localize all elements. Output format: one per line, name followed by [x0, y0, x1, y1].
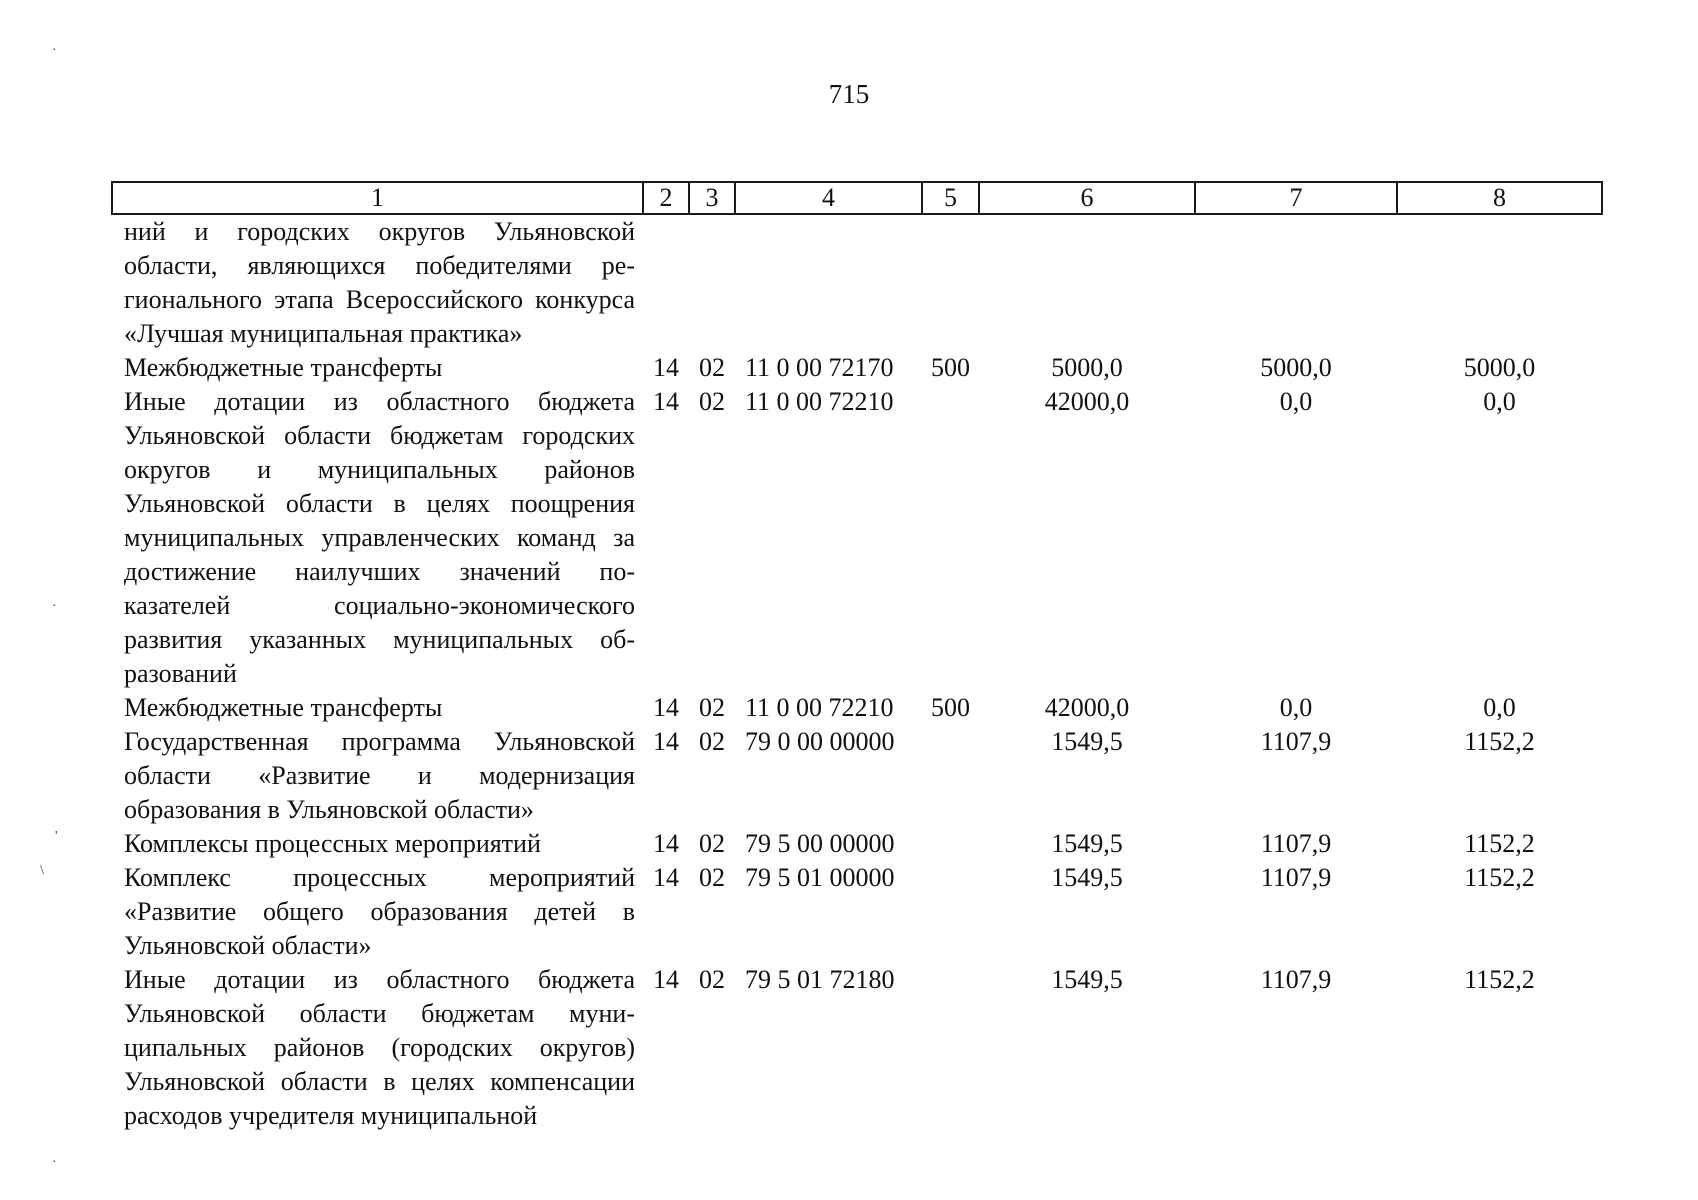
header-col-5: 5: [922, 182, 979, 214]
scan-speck: \: [40, 863, 44, 878]
row-name-cell: Иные дотации из областного бюджета Ульяновской области бюджетам городских округов и муниципальных районов Ульяновской области в целях поощрения муниципальных управленческих команд за достижение наилучших значений показателей социально-экономического развития указанных муниципальных образований: [124, 387, 635, 688]
row-col-5-cell: [922, 827, 979, 861]
row-col-8-cell: 5000,0: [1463, 353, 1536, 382]
row-col-7-cell: 5000,0: [1260, 353, 1332, 382]
row-col-4-cell: 11 0 00 72210: [745, 387, 894, 416]
row-col-2-cell: 14: [653, 863, 679, 892]
row-col-3-cell: 02: [699, 693, 725, 722]
row-col-6-cell: [979, 214, 1195, 351]
header-col-3: 3: [689, 182, 735, 214]
row-col-6-cell: 1549,5: [1051, 727, 1123, 756]
row-col-6-cell: 42000,0: [1044, 693, 1130, 722]
row-col-2-cell: 14: [653, 965, 679, 994]
row-col-2-cell: 14: [653, 353, 679, 382]
row-col-3-cell: 02: [699, 829, 725, 858]
row-name-cell: Межбюджетные трансферты: [124, 353, 443, 382]
row-col-8-cell: 1152,2: [1464, 829, 1535, 858]
scan-speck: ·: [52, 1155, 57, 1170]
header-col-8: 8: [1397, 182, 1602, 214]
row-col-5-cell: [922, 385, 979, 691]
row-col-3-cell: [689, 214, 735, 351]
row-col-8-cell: [1397, 214, 1602, 351]
header-col-2: 2: [643, 182, 689, 214]
row-col-7-cell: 1107,9: [1260, 727, 1332, 756]
row-col-6-cell: 42000,0: [1044, 387, 1130, 416]
scan-speck: ': [55, 829, 58, 844]
row-col-8-cell: 0,0: [1483, 693, 1516, 722]
row-col-7-cell: [1195, 214, 1397, 351]
table-row: [112, 861, 1602, 963]
row-name-cell: Государственная программа Ульяновской области «Развитие и модернизация образования в Ульяновской области»: [124, 727, 635, 824]
row-col-5-cell: [922, 214, 979, 351]
row-col-3-cell: 02: [699, 727, 725, 756]
header-col-6: 6: [979, 182, 1195, 214]
row-col-3-cell: 02: [699, 387, 725, 416]
row-col-8-cell: 0,0: [1483, 387, 1516, 416]
row-col-7-cell: 0,0: [1279, 693, 1313, 722]
row-name-cell: ний и городских округов Ульяновской области, являющихся победителями регионального этапа Всероссийского конкурса «Лучшая муниципальная практика»: [124, 217, 635, 348]
row-col-5-cell: 500: [931, 353, 970, 382]
row-col-4-cell: 79 5 00 00000: [745, 829, 895, 858]
row-col-2-cell: 14: [653, 829, 679, 858]
table-row: [112, 725, 1602, 827]
row-col-6-cell: 5000,0: [1051, 353, 1123, 382]
row-col-2-cell: 14: [653, 727, 679, 756]
table-row: [112, 963, 1602, 1133]
row-col-5-cell: [922, 725, 979, 827]
row-col-4-cell: 79 0 00 00000: [745, 727, 895, 756]
row-col-2-cell: 14: [653, 387, 679, 416]
table-row: [112, 351, 1602, 385]
table-row: [112, 691, 1602, 725]
row-col-6-cell: 1549,5: [1051, 829, 1123, 858]
row-col-6-cell: 1549,5: [1051, 863, 1123, 892]
row-name-cell: Иные дотации из областного бюджета Ульяновской области бюджетам муниципальных районов (городских округов) Ульяновской области в целях компенсации расходов учредителя муниципальной: [124, 965, 635, 1130]
row-col-7-cell: 1107,9: [1260, 829, 1332, 858]
row-col-2-cell: 14: [653, 693, 679, 722]
row-col-3-cell: 02: [699, 863, 725, 892]
page-number: 715: [828, 79, 870, 109]
header-col-1: 1: [112, 182, 643, 214]
budget-table: [111, 181, 1603, 1133]
row-col-6-cell: 1549,5: [1051, 965, 1123, 994]
row-col-5-cell: [922, 963, 979, 1133]
row-col-4-cell: 11 0 00 72210: [745, 693, 894, 722]
scan-speck: ·: [52, 43, 57, 58]
row-col-5-cell: [922, 861, 979, 963]
row-name-cell: Межбюджетные трансферты: [124, 693, 443, 722]
row-col-4-cell: 11 0 00 72170: [745, 353, 894, 382]
row-col-8-cell: 1152,2: [1464, 863, 1535, 892]
scan-speck: ·: [52, 599, 57, 614]
table-row: [112, 827, 1602, 861]
row-col-3-cell: 02: [699, 965, 725, 994]
row-col-7-cell: 1107,9: [1260, 863, 1332, 892]
row-col-2-cell: [643, 214, 689, 351]
row-col-8-cell: 1152,2: [1464, 727, 1535, 756]
row-name-cell: Комплексы процессных мероприятий: [124, 829, 541, 858]
header-col-4: 4: [735, 182, 922, 214]
row-col-4-cell: 79 5 01 72180: [745, 965, 895, 994]
row-col-8-cell: 1152,2: [1464, 965, 1535, 994]
row-col-4-cell: [735, 214, 922, 351]
header-col-7: 7: [1195, 182, 1397, 214]
table-row: [112, 385, 1602, 691]
row-col-5-cell: 500: [931, 693, 970, 722]
row-col-4-cell: 79 5 01 00000: [745, 863, 895, 892]
row-name-cell: Комплекс процессных мероприятий «Развитие общего образования детей в Ульяновской области»: [124, 863, 635, 960]
row-col-3-cell: 02: [699, 353, 725, 382]
table-body: [112, 214, 1602, 1133]
row-col-7-cell: 0,0: [1279, 387, 1313, 416]
header-row: [112, 182, 1602, 214]
row-col-7-cell: 1107,9: [1260, 965, 1332, 994]
table-row: [112, 214, 1602, 351]
